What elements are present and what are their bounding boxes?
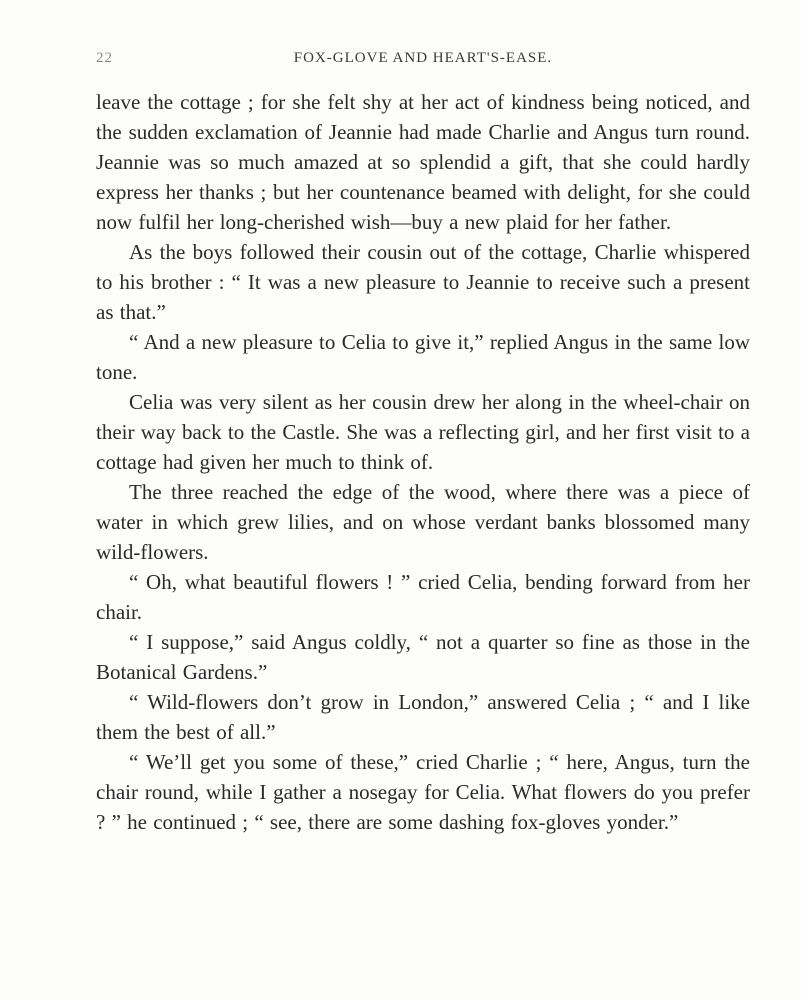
paragraph-2: As the boys followed their cousin out of the cottage, Charlie whispered to his brother : “ It was a new pleasure to Jeannie to receive such a present as that.” [96, 240, 750, 324]
paragraph-4: Celia was very silent as her cousin drew her along in the wheel-chair on their way back to the Castle. She was a reflecting girl, and her first visit to a cottage had given her much to think of. [96, 390, 750, 474]
running-head [96, 50, 750, 72]
paragraph-1: leave the cottage ; for she felt shy at her act of kindness being noticed, and the sudden exclamation of Jeannie had made Charlie and Angus turn round. Jeannie was so much amazed at so splendid a gift, that she could hardly express her thanks ; but her countenance beamed with delight, for she could now fulfil her long-cherished wish—buy a new plaid for her father. [96, 90, 750, 234]
paragraph-9: “ We’ll get you some of these,” cried Charlie ; “ here, Angus, turn the chair round, while I gather a nosegay for Celia. What flowers do you prefer ? ” he continued ; “ see, there are some dashing fox-gloves yonder.” [96, 750, 750, 834]
paragraph-7: “ I suppose,” said Angus coldly, “ not a quarter so fine as those in the Botanical Gardens.” [96, 630, 750, 684]
body-text [96, 87, 750, 837]
paragraph-3: “ And a new pleasure to Celia to give it,” replied Angus in the same low tone. [96, 330, 750, 384]
paragraph-6: “ Oh, what beautiful flowers ! ” cried Celia, bending forward from her chair. [96, 570, 750, 624]
paragraph-5: The three reached the edge of the wood, where there was a piece of water in which grew lilies, and on whose verdant banks blossomed many wild-flowers. [96, 480, 750, 564]
page-number: 22 [96, 50, 113, 66]
running-title: FOX-GLOVE AND HEART'S-EASE. [293, 50, 553, 66]
paragraph-8: “ Wild-flowers don’t grow in London,” answered Celia ; “ and I like them the best of all.” [96, 690, 750, 744]
